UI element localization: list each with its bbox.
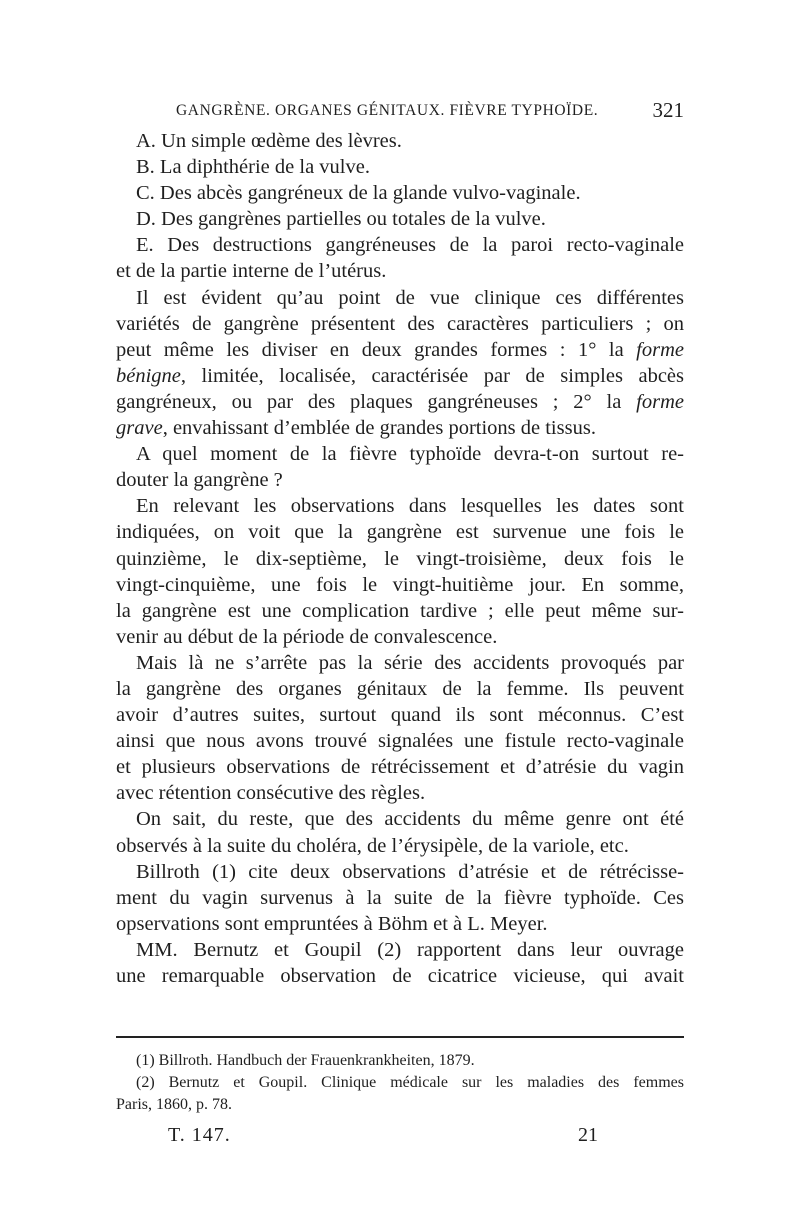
text-span: , limitée, localisée, caractérisée par de simples abcès — [180, 364, 684, 387]
text-line: C. Des abcès gangréneux de la glande vulvo-vaginale. — [136, 182, 581, 205]
body-text — [116, 128, 684, 989]
footnote-rule — [116, 1036, 684, 1038]
text-line — [116, 389, 684, 415]
text-line: indiquées, on voit que la gangrène est survenue une fois le — [116, 521, 684, 544]
text-line: avec rétention consécutive des règles. — [116, 782, 426, 805]
page-number: 321 — [652, 98, 684, 122]
text-line: A. Un simple œdème des lèvres. — [136, 130, 402, 152]
italic-term: grave — [116, 417, 163, 440]
text-line: D. Des gangrènes partielles ou totales de la vulve. — [136, 208, 546, 231]
volume-mark: T. 147. — [168, 1124, 231, 1146]
footnote-line: (1) Billroth. Handbuch der Frauenkrankheiten, 1879. — [136, 1052, 475, 1069]
text-line: On sait, du reste, que des accidents du même genre ont été — [136, 808, 684, 831]
text-line: douter la gangrène ? — [116, 469, 283, 492]
text-line: et de la partie interne de l’utérus. — [116, 260, 387, 283]
text-line: Il est évident qu’au point de vue clinique ces différentes — [136, 286, 684, 309]
text-span: , envahissant d’emblée de grandes portions de tissus. — [162, 417, 596, 440]
sheet-signature: 21 — [578, 1124, 598, 1146]
text-line: la gangrène des organes génitaux de la femme. Ils peuvent — [116, 677, 684, 700]
text-line: variétés de gangrène présentent des caractères particuliers ; on — [116, 312, 684, 335]
footnotes — [116, 1050, 684, 1116]
printer-signature — [116, 1124, 684, 1154]
text-line: venir au début de la période de convalescence. — [116, 625, 498, 648]
italic-term: forme — [636, 390, 684, 413]
text-line: Billroth (1) cite deux observations d’atrésie et de rétrécisse- — [136, 860, 684, 883]
text-line: vingt-cinquième, une fois le vingt-huitième jour. En somme, — [116, 573, 684, 596]
text-span: peut même les diviser en deux grandes formes : 1° la — [116, 338, 637, 361]
text-line: En relevant les observations dans lesquelles les dates sont — [136, 495, 684, 518]
text-line: Mais là ne s’arrête pas la série des accidents provoqués par — [136, 651, 684, 674]
text-line — [116, 363, 684, 389]
text-line: MM. Bernutz et Goupil (2) rapportent dans leur ouvrage — [136, 938, 684, 961]
text-line: observés à la suite du choléra, de l’érysipèle, de la variole, etc. — [116, 834, 629, 857]
footnote-line: Paris, 1860, p. 78. — [116, 1096, 232, 1113]
text-line: avoir d’autres suites, surtout quand ils sont méconnus. C’est — [116, 704, 684, 727]
italic-term: forme — [636, 338, 684, 361]
text-line — [116, 337, 684, 363]
text-line: ment du vagin survenus à la suite de la fièvre typhoïde. Ces — [116, 886, 684, 909]
text-line: opservations sont empruntées à Böhm et à L. Meyer. — [116, 912, 548, 935]
text-line: B. La diphthérie de la vulve. — [136, 156, 370, 179]
text-line: la gangrène est une complication tardive ; elle peut même sur- — [116, 599, 684, 622]
text-line: quinzième, le dix-septième, le vingt-troisième, deux fois le — [116, 547, 684, 570]
text-line: et plusieurs observations de rétrécissement et d’atrésie du vagin — [116, 756, 684, 779]
running-title: GANGRÈNE. ORGANES GÉNITAUX. FIÈVRE TYPHOÏDE. — [176, 102, 599, 119]
text-line: une remarquable observation de cicatrice vicieuse, qui avait — [116, 965, 684, 987]
text-line — [116, 415, 684, 441]
text-line: A quel moment de la fièvre typhoïde devra-t-on surtout re- — [136, 443, 684, 466]
text-line: ainsi que nous avons trouvé signalées une fistule recto-vaginale — [116, 730, 684, 753]
running-header — [176, 98, 684, 128]
text-span: gangréneux, ou par des plaques gangréneuses ; 2° la — [116, 390, 637, 413]
italic-term: bénigne — [116, 364, 181, 387]
footnote-line: (2) Bernutz et Goupil. Clinique médicale sur les maladies des femmes — [136, 1074, 684, 1091]
text-line: E. Des destructions gangréneuses de la paroi recto-vaginale — [136, 234, 684, 257]
